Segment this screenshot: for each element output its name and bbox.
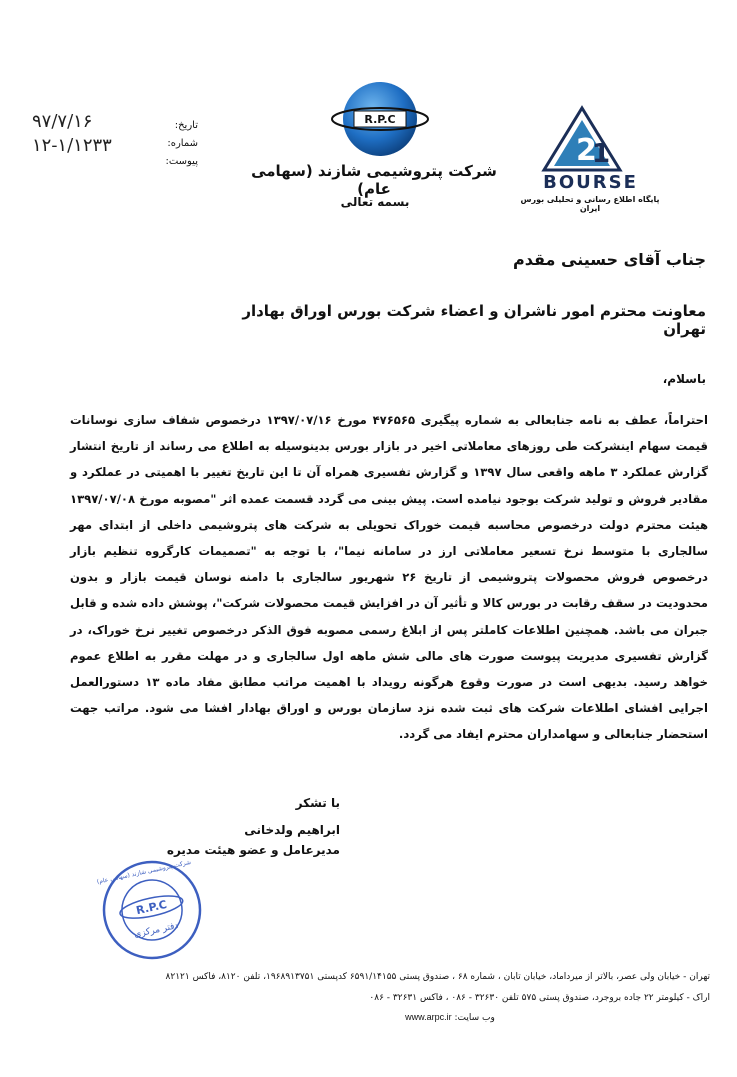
basmala: بسمه تعالی — [340, 195, 410, 209]
footer-arak-address: اراک - کیلومتر ۲۲ جاده بروجرد، صندوق پستی ۵۷۵ تلفن ۳۲۶۳۰ - ۰۸۶ ، فاکس ۳۲۶۳۱ - ۰۸۶ — [369, 993, 710, 1003]
signer-name: ابراهیم ولدخانی — [244, 823, 340, 837]
number-value: ۱۲-۱/۱۲۳۳ — [32, 135, 112, 156]
svg-text:1: 1 — [592, 139, 611, 169]
company-name: شرکت پتروشیمی شازند (سهامی عام) — [251, 162, 497, 198]
date-value: ۹۷/۷/۱۶ — [32, 111, 93, 132]
closing: با تشکر — [295, 796, 340, 810]
bourse-tagline: پایگاه اطلاع رسانی و تحلیلی بورس ایران — [520, 195, 660, 213]
website-label: وب سایت: — [454, 1013, 495, 1023]
letter-meta-labels — [160, 117, 198, 171]
rpc-globe-logo-icon — [330, 78, 430, 160]
recipient-name: جناب آقای حسینی مقدم — [513, 250, 706, 269]
stamp-office-text: دفتر مرکزی — [133, 920, 180, 941]
footer-tehran-address: تهران - خیابان ولی عصر، بالاتر از میرداماد، خیابان تابان ، شماره ۶۸ ، صندوق پستی ۶۵۹۱/۱۴۱۵۵ کدپستی ۱۹۶۸۹۱۳۷۵۱، تلفن ۸۱۲۰، فاکس ۸۲۱۲۱ — [165, 972, 710, 982]
salutation: باسلام، — [662, 372, 706, 386]
company-stamp-icon — [95, 855, 210, 965]
bourse-logo-icon — [520, 100, 660, 210]
rpc-logo-text: R.P.C — [364, 113, 396, 126]
attachment-label: پیوست: — [165, 156, 198, 167]
signer-title: مدیرعامل و عضو هیئت مدیره — [166, 843, 340, 857]
recipient-title: معاونت محترم امور ناشران و اعضاء شرکت بورس اوراق بهادار تهران — [242, 302, 706, 338]
handwritten-meta-values — [32, 110, 162, 158]
date-label: تاریخ: — [174, 120, 198, 131]
stamp-center-text: R.P.C — [134, 897, 169, 918]
letter-body: احتراماً، عطف به نامه جنابعالی به شماره پیگیری ۴۷۶۵۶۵ مورخ ۱۳۹۷/۰۷/۱۶ درخصوص شفاف سازی نوسانات قیمت سهام اینشرکت طی روزهای معاملاتی اخیر در بازار بورس بدینوسیله به اطلاع می رساند از تاریخ انتشار گزارش عملکرد ۳ ماهه واقعی سال ۱۳۹۷ و گزارش تفسیری همراه آن تا این تاریخ تغییر با اهمیتی در عملکرد و مقادیر فروش و تولید شرکت بوجود نیامده است. پیش بینی می گردد قسمت عمده اثر "مصوبه مورخ ۱۳۹۷/۰۷/۰۸ هیئت محترم دولت درخصوص محاسبه قیمت خوراک تحویلی به شرکت های پتروشیمی داخلی از ابتدای مهر سالجاری با متوسط نرخ تسعیر معاملاتی ارز در سامانه نیما"، با توجه به "تصمیمات کارگروه تنظیم بازار درخصوص فروش محصولات پتروشیمی از تاریخ ۲۶ شهریور سالجاری با دامنه نوسان قیمت بازار و بدون محدودیت در سقف رقابت در بورس کالا و تأثیر آن در افزایش قیمت محصولات شرکت"، پوشش داده شده و قابل جبران می باشد. همچنین اطلاعات کاملتر پس از ابلاغ رسمی مصوبه فوق الذکر درخصوص تغییر نرخ خوراک، در گزارش تفسیری مدیریت پیوست صورت های مالی شش ماهه اول سالجاری و در مهلت مقرر به اطلاع عموم خواهد رسید. بدیهی است در صورت وقوع هرگونه رویداد با اهمیت مراتب مطابق مفاد ماده ۱۳ دستورالعمل اجرایی افشای اطلاعات شرکت های ثبت شده نزد سازمان بورس و اوراق بهادار افشا می شود. مراتب جهت استحضار جنابعالی و سهامداران محترم ایفاد می گردد. — [70, 413, 709, 742]
bourse-logo-text: BOURSE — [543, 172, 638, 193]
signature-block — [220, 790, 340, 844]
svg-text:2: 2 — [576, 133, 597, 168]
stamp-ring-text: شرکت پتروشیمی شازند (سهامی عام) — [96, 858, 192, 886]
website-link[interactable]: www.arpc.ir — [405, 1012, 452, 1022]
number-label: شماره: — [167, 138, 198, 149]
footer-website — [330, 1012, 570, 1023]
